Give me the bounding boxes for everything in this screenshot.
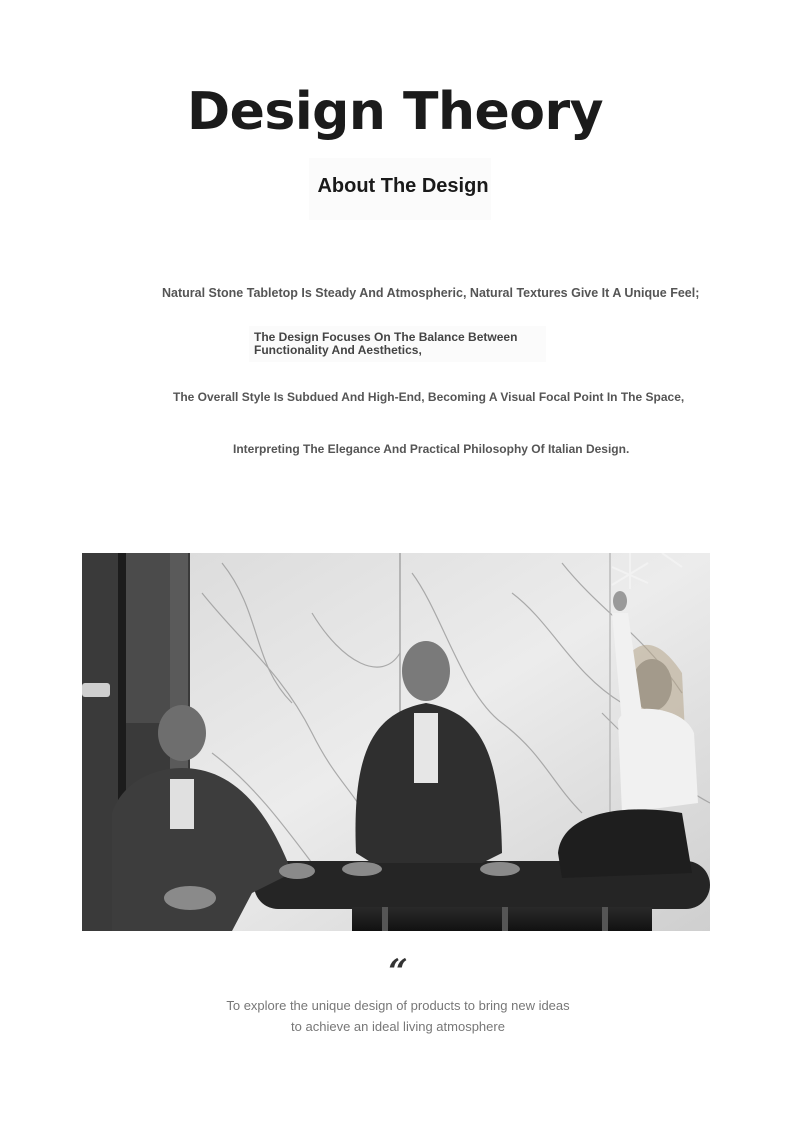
page-title: Design Theory xyxy=(186,82,604,142)
section-subtitle: About The Design xyxy=(317,175,489,197)
designers-photo xyxy=(82,553,710,931)
quote-mark-icon: “ xyxy=(388,952,408,992)
description-line-4: Interpreting The Elegance And Practical Philosophy Of Italian Design. xyxy=(233,442,630,456)
description-line-3: The Overall Style Is Subdued And High-End, Becoming A Visual Focal Point In The Space, xyxy=(173,390,685,404)
description-line-2: The Design Focuses On The Balance Between Functionality And Aesthetics, xyxy=(254,330,518,357)
description-line-1: Natural Stone Tabletop Is Steady And Atmospheric, Natural Textures Give It A Unique Feel; xyxy=(162,286,700,300)
tagline-line-2: to achieve an ideal living atmosphere xyxy=(291,1019,505,1034)
tagline-line-1: To explore the unique design of products to bring new ideas xyxy=(226,998,570,1013)
